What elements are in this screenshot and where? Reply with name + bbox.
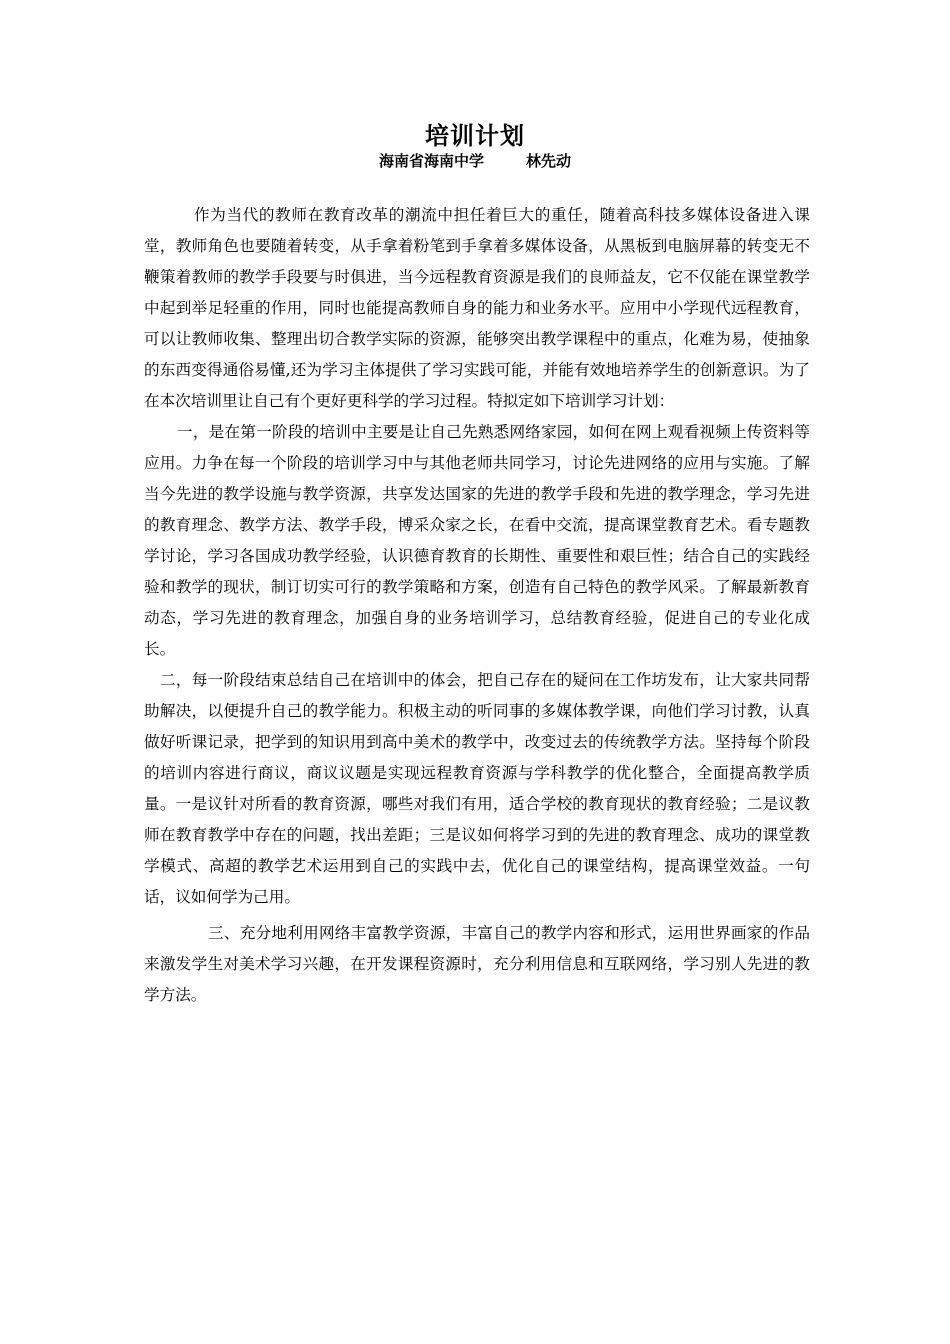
school-name: 海南省海南中学 — [378, 152, 484, 170]
document-body — [144, 200, 810, 1011]
paragraph-item-2: 二，每一阶段结束总结自己在培训中的体会，把自己存在的疑问在工作坊发布，让大家共同帮助解决，以便提升自己的教学能力。积极主动的听同事的多媒体教学课，向他们学习讨教，认真做好听课记录，把学到的知识用到高中美术的教学中，改变过去的传统教学方法。坚持每个阶段的培训内容进行商议，商议议题是实现远程教育资源与学科教学的优化整合，全面提高教学质量。一是议针对所看的教育资源，哪些对我们有用，适合学校的教育现状的教育经验；二是议教师在教育教学中存在的问题，找出差距；三是议如何将学习到的先进的教育理念、成功的课堂教学模式、高超的教学艺术运用到自己的实践中去，优化自己的课堂结构，提高课堂效益。一句话，议如何学为己用。 — [144, 671, 810, 906]
paragraph-item-3: 三、充分地利用网络丰富教学资源，丰富自己的教学内容和形式，运用世界画家的作品来激发学生对美术学习兴趣，在开发课程资源时，充分利用信息和互联网络，学习别人先进的教学方法。 — [144, 924, 810, 1004]
author-name: 林先动 — [526, 152, 572, 170]
document-title: 培训计划 — [425, 122, 525, 150]
document-byline — [0, 150, 950, 172]
paragraph-intro: 作为当代的教师在教育改革的潮流中担任着巨大的重任，随着高科技多媒体设备进入课堂，教师角色也要随着转变，从手拿着粉笔到手拿着多媒体设备，从黑板到电脑屏幕的转变无不鞭策着教师的教学手段要与时俱进，当今远程教育资源是我们的良师益友，它不仅能在课堂教学中起到举足轻重的作用，同时也能提高教师自身的能力和业务水平。应用中小学现代远程教育，可以让教师收集、整理出切合教学实际的资源，能够突出教学课程中的重点，化难为易，使抽象的东西变得通俗易懂,还为学习主体提供了学习实践可能，并能有效地培养学生的创新意识。为了在本次培训里让自己有个更好更科学的学习过程。特拟定如下培训学习计划： — [144, 206, 810, 410]
paragraph-item-1: 一，是在第一阶段的培训中主要是让自己先熟悉网络家园，如何在网上观看视频上传资料等应用。力争在每一个阶段的培训学习中与其他老师共同学习，讨论先进网络的应用与实施。了解当今先进的教学设施与教学资源，共享发达国家的先进的教学手段和先进的教学理念，学习先进的教育理念、教学方法、教学手段，博采众家之长，在看中交流，提高课堂教育艺术。看专题教学讨论，学习各国成功教学经验，认识德育教育的长期性、重要性和艰巨性；结合自己的实践经验和教学的现状，制订切实可行的教学策略和方案，创造有自己特色的教学风采。了解最新教育动态，学习先进的教育理念，加强自身的业务培训学习，总结教育经验，促进自己的专业化成长。 — [144, 423, 810, 658]
